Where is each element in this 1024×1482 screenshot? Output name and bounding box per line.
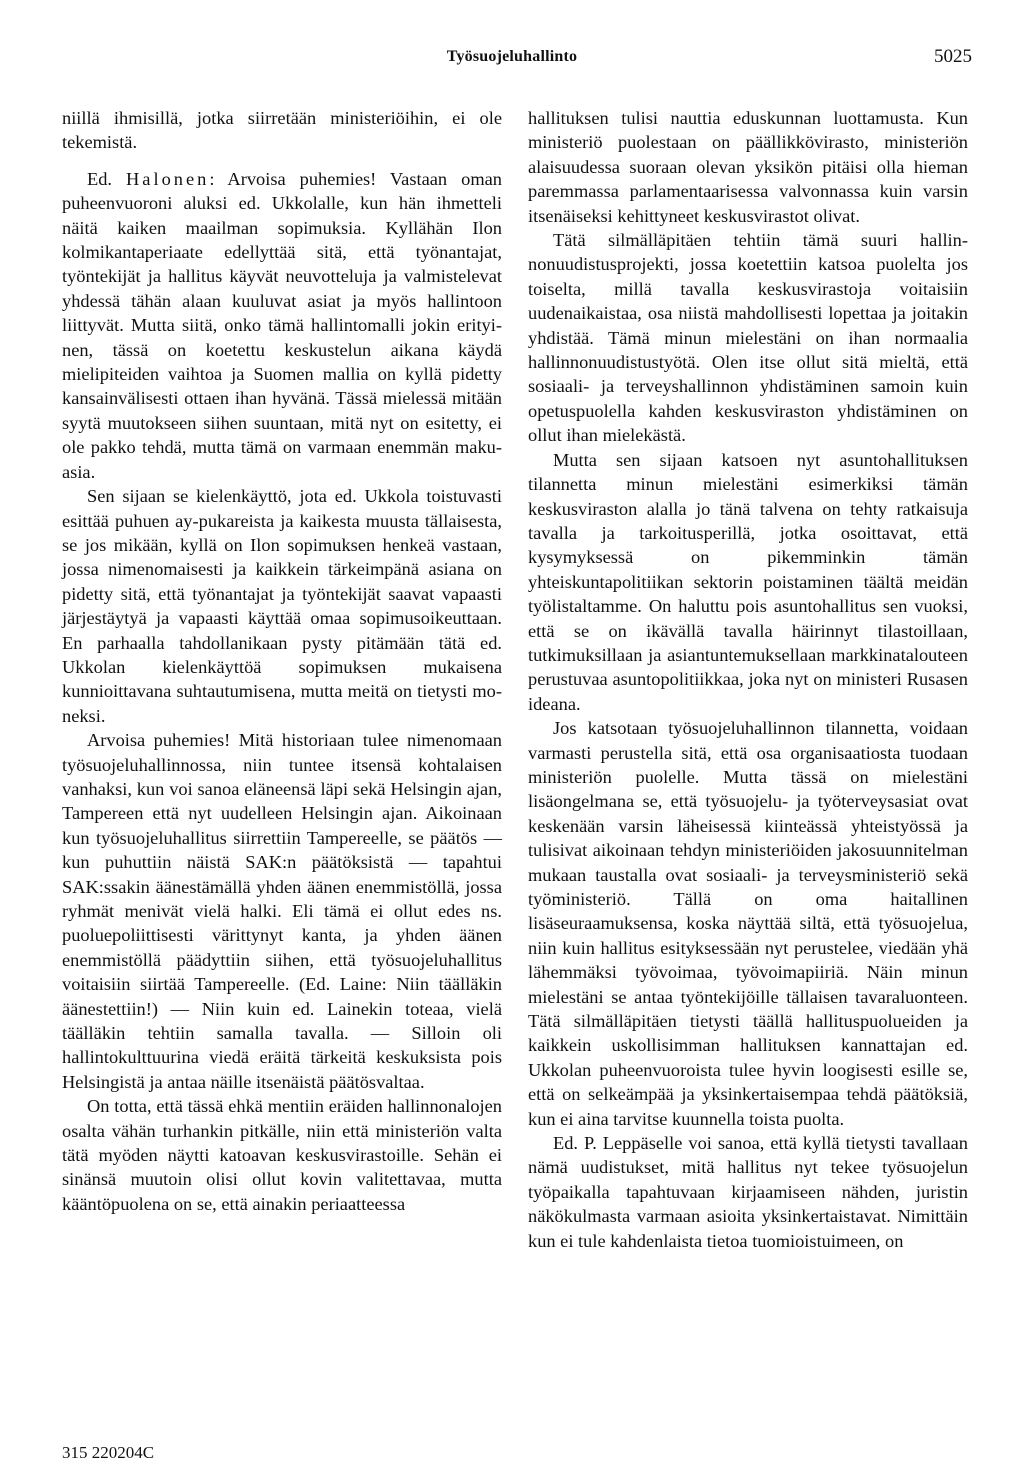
paragraph: Sen sijaan se kielenkäyttö, jota ed. Ukkola toistuvasti esittää puhuen ay-pukareista ja kaikesta muusta tällaisesta, se jos mikään, kyllä on Ilon sopimuksen henkeä vastaan, jossa nimenomaisesti ja kaikkein tärkeimpänä asiana on pidetty sitä, että työnantajat ja työntekijät saavat vapaasti järjestäytyä ja vapaasti käyttää omaa sopimusoikeuttaan. En parhaalla tahdollanikaan pysty pitämään tätä ed. Ukkolan kielenkäyttöä sopimuksen mukaisena kunnioittavana suhtautumisena, mutta meitä on tietysti moneksi. <box>62 486 502 726</box>
paragraph: Mutta sen sijaan katsoen nyt asuntohallituksen tilannetta minun mielestäni esimerkiksi tämän keskusviraston alalla jo tänä talvena on tehty ratkaisuja tavalla ja tarkoitusperillä, jotka osoittavat, että kysymyksessä on pikemminkin tämän yhteiskuntapolitiikan sektorin poistaminen täältä meidän työlistaltamme. On haluttu pois asuntohallitus sen vuoksi, että se on ikävällä tavalla häirinnyt tilastoillaan, tutkimuksillaan ja asiantuntemuksellaan markkinatalouteen perustuvaa asuntopolitiikkaa, joka nyt on ministeri Rusasen ideana. <box>528 449 968 714</box>
right-text-column <box>528 106 968 1253</box>
paragraph: hallituksen tulisi nauttia eduskunnan luottamusta. Kun ministeriö puolestaan on päällikkövirasto, ministeriön alaisuudessa suoraan olevan yksikön pitäisi olla hieman paremmassa parlamentaarisessa valvonnassa kuin varsin itsenäiseksi kehittyneet keskusvirastot olivat. <box>528 108 968 226</box>
page-number: 5025 <box>934 46 972 67</box>
speaker-name: Halonen <box>126 168 210 189</box>
print-code: 315 220204C <box>62 1443 155 1462</box>
paragraph: Jos katsotaan työsuojeluhallinnon tilannetta, voidaan varmasti perustella sitä, että osa organisaatiosta tuodaan ministeriön puolelle. Mutta tässä on mielestäni lisäongelmana se, että työsuojelu- ja työterveysasiat ovat keskenään varsin läheisessä kiinteässä yhteistyössä ja tulisivat aikoinaan tehdyn ministeriöiden jakosuunnitelman mukaan taustalla ovat sosiaali- ja terveysministeriö sekä työministeriö. Tällä on oma haitallinen lisäseuraamuksensa, koska näyttää siltä, että työsuojelua, niin kuin hallitus esityksessään nyt perustelee, viedään yhä lähemmäksi työvoimaa, työvoimapiiriä. Näin minun mielestäni se antaa työntekijöille tällaisen tavaraluonteen. Tätä silmälläpitäen tietysti täällä hallituspuolueiden ja kaikkein uskollisimman hallituksen kannattajan ed. Ukkolan puheenvuoroista tulee hyvin loogisesti esille se, että on selkeämpää ja yksinkertaisempaa tehdä päätöksiä, kun ei aina tarvitse kuunnella toista puolta. <box>528 718 968 1129</box>
speaker-prefix: Ed. <box>87 168 113 189</box>
paragraph: niillä ihmisillä, jotka siirretään ministeriöihin, ei ole tekemistä. <box>62 108 502 153</box>
speech-text: : Arvoisa puhemies! Vastaan oman puheenvuoroni aluksi ed. Ukkolalle, kun hän ihmetteli näitä kaiken maailman sopimuksia. Kyllähän Ilon kolmikantaperiaate edellyttää sitä, että työnantajat, työntekijät ja hallitus käyvät neuvotteluja ja valmistelevat yhdessä tähän alaan kuuluvat asiat ja myös hallintoon liittyvät. Mutta siitä, onko tämä hallintomalli jokin erityinen, tässä on koetettu keskustelun aikana käydä mielipiteiden vaihtoa ja Suomen mallia on kyllä pidetty kansainvälisesti ottaen ihan hyvänä. Tässä mielessä mitään syytä muutokseen siihen suuntaan, mitä nyt on esitetty, ei ole pakko tehdä, mutta tämä on varmaan enemmän makuasia. <box>62 168 502 482</box>
paragraph: Arvoisa puhemies! Mitä historiaan tulee nimenomaan työsuojeluhallinnossa, niin tuntee itsensä kohtalaisen vanhaksi, kun voi sanoa eläneensä läpi sekä Helsingin ajan, Tampereen että nyt uudelleen Helsingin ajan. Aikoinaan kun työsuojeluhallitus siirrettiin Tampereelle, se päätös — kun puhuttiin näistä SAK:n päätöksistä — tapahtui SAK:ssakin äänestämällä yhden äänen enemmistöllä, jossa ryhmät menivät vielä halki. Eli tämä ei ollut edes ns. puoluepoliittisesti värittynyt kanta, ja yhden äänen enemmistöllä päädyttiin siihen, että työsuojeluhallitus voitaisiin siirtää Tampereelle. (Ed. Laine: Niin täälläkin äänestettiin!) — Niin kuin ed. Lainekin toteaa, vielä täälläkin tehtiin samalla tavalla. — Silloin oli hallintokulttuurina viedä eräitä tärkeitä keskuksista pois Helsingistä ja antaa näille itsenäistä päätösvaltaa. <box>62 730 502 1092</box>
speech-paragraph-halonen <box>62 167 502 484</box>
left-text-column <box>62 106 502 1216</box>
paragraph: Tätä silmälläpitäen tehtiin tämä suuri hallinnonuudistusprojekti, jossa koetettiin katsoa puolelta jos toiselta, millä tavalla keskusvirastoja voitaisiin uudenaikaistaa, osa niistä mahdollisesti lopettaa ja joitakin yhdistää. Tämä minun mielestäni on ihan normaalia hallinnonuudistustyötä. Olen itse ollut sitä mieltä, että sosiaali- ja terveyshallinnon yhdistäminen samoin kuin opetuspuolella kahden keskusviraston yhdistäminen on ollut ihan mielekästä. <box>528 230 968 446</box>
paragraph: On totta, että tässä ehkä mentiin eräiden hallinnonalojen osalta vähän turhankin pitkälle, niin että ministeriön valta tätä myöden näytti katoavan keskusvirastoille. Sehän ei sinänsä muutoin olisi ollut kovin valitettavaa, mutta kääntöpuolena on se, että ainakin periaatteessa <box>62 1096 502 1214</box>
running-header-title: Työsuojeluhallinto <box>446 48 578 65</box>
paragraph: Ed. P. Leppäselle voi sanoa, että kyllä tietysti tavallaan nämä uudistukset, mitä hallitus nyt tekee työsuojelun työpaikalla tapahtuvaan kirjaamiseen nähden, juristin näkökulmasta varmaan asioita yksinkertaistavat. Nimittäin kun ei tule kahdenlaista tietoa tuomioistuimeen, on <box>528 1133 968 1251</box>
